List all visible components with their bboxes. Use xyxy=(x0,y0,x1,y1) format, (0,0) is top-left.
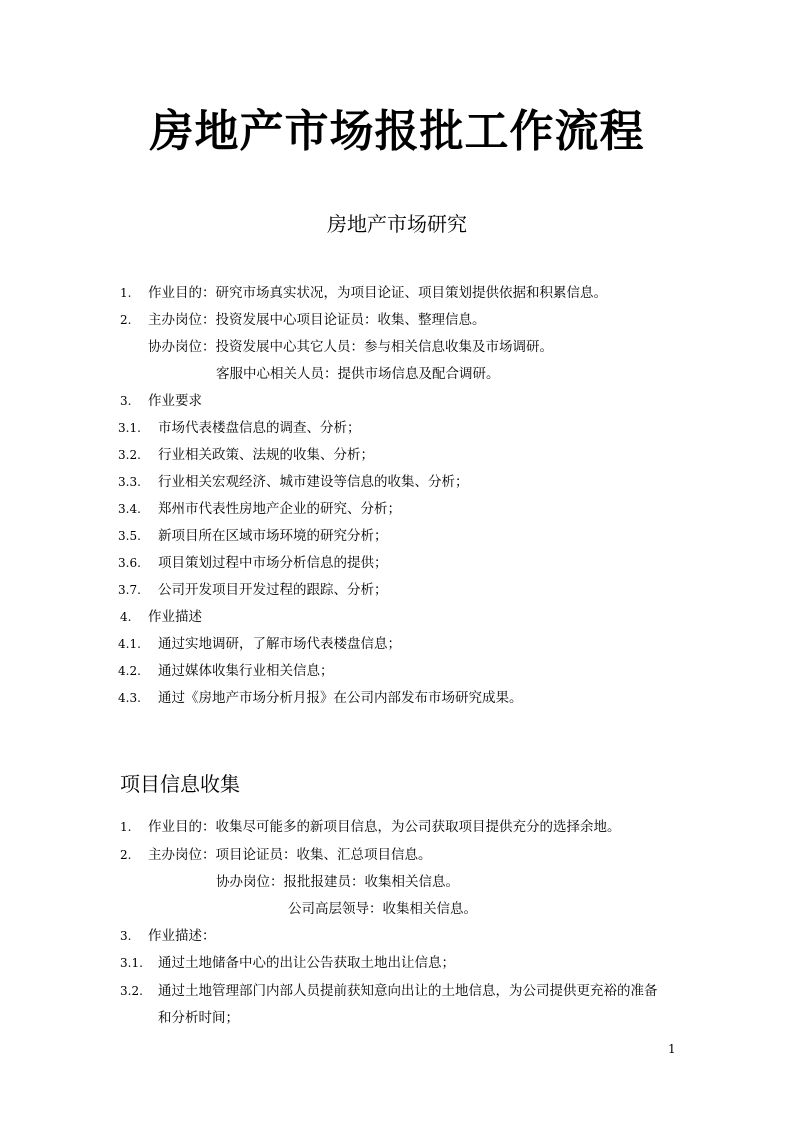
list-item: 1. 作业目的：研究市场真实状况，为项目论证、项目策划提供依据和积累信息。 xyxy=(120,285,607,301)
list-item: 3.4. 郑州市代表性房地产企业的研究、分析； xyxy=(118,501,401,517)
list-item: 3.1. 市场代表楼盘信息的调查、分析； xyxy=(118,420,361,436)
list-item: 3.1. 通过土地储备中心的出让公告获取土地出让信息； xyxy=(120,955,455,971)
list-item: 3.6. 项目策划过程中市场分析信息的提供； xyxy=(118,555,388,571)
list-item: 3.2. 行业相关政策、法规的收集、分析； xyxy=(118,447,374,463)
page-number: 1 xyxy=(668,1042,676,1056)
list-item: 4.2. 通过媒体收集行业相关信息； xyxy=(118,663,334,679)
list-item: 1. 作业目的：收集尽可能多的新项目信息，为公司获取项目提供充分的选择余地。 xyxy=(120,819,621,835)
list-item: 3.2. 通过土地管理部门内部人员提前获知意向出让的土地信息，为公司提供更充裕的准备 xyxy=(120,983,658,999)
list-item: 客服中心相关人员：提供市场信息及配合调研。 xyxy=(216,366,500,382)
document-title: 房地产市场报批工作流程 xyxy=(149,106,645,157)
list-item: 3.5. 新项目所在区域市场环境的研究分析； xyxy=(118,528,388,544)
list-item: 3.7. 公司开发项目开发过程的跟踪、分析； xyxy=(118,582,388,598)
section-heading-market-research: 房地产市场研究 xyxy=(327,212,467,236)
list-item: 4.1. 通过实地调研，了解市场代表楼盘信息； xyxy=(118,636,401,652)
list-item: 3. 作业要求 xyxy=(120,393,202,409)
list-item: 2. 主办岗位：项目论证员：收集、汇总项目信息。 xyxy=(120,847,432,863)
section-heading-project-info: 项目信息收集 xyxy=(120,772,240,796)
list-item: 2. 主办岗位：投资发展中心项目论证员：收集、整理信息。 xyxy=(120,312,486,328)
list-item: 协办岗位：投资发展中心其它人员：参与相关信息收集及市场调研。 xyxy=(148,339,553,355)
list-item: 3.3. 行业相关宏观经济、城市建设等信息的收集、分析； xyxy=(118,474,469,490)
list-item: 4. 作业描述 xyxy=(120,609,202,625)
list-item: 和分析时间； xyxy=(158,1010,239,1026)
list-item: 4.3. 通过《房地产市场分析月报》在公司内部发布市场研究成果。 xyxy=(118,690,523,706)
list-item: 公司高层领导：收集相关信息。 xyxy=(288,901,477,917)
list-item: 3. 作业描述： xyxy=(120,928,216,944)
list-item: 协办岗位：报批报建员：收集相关信息。 xyxy=(216,874,459,890)
